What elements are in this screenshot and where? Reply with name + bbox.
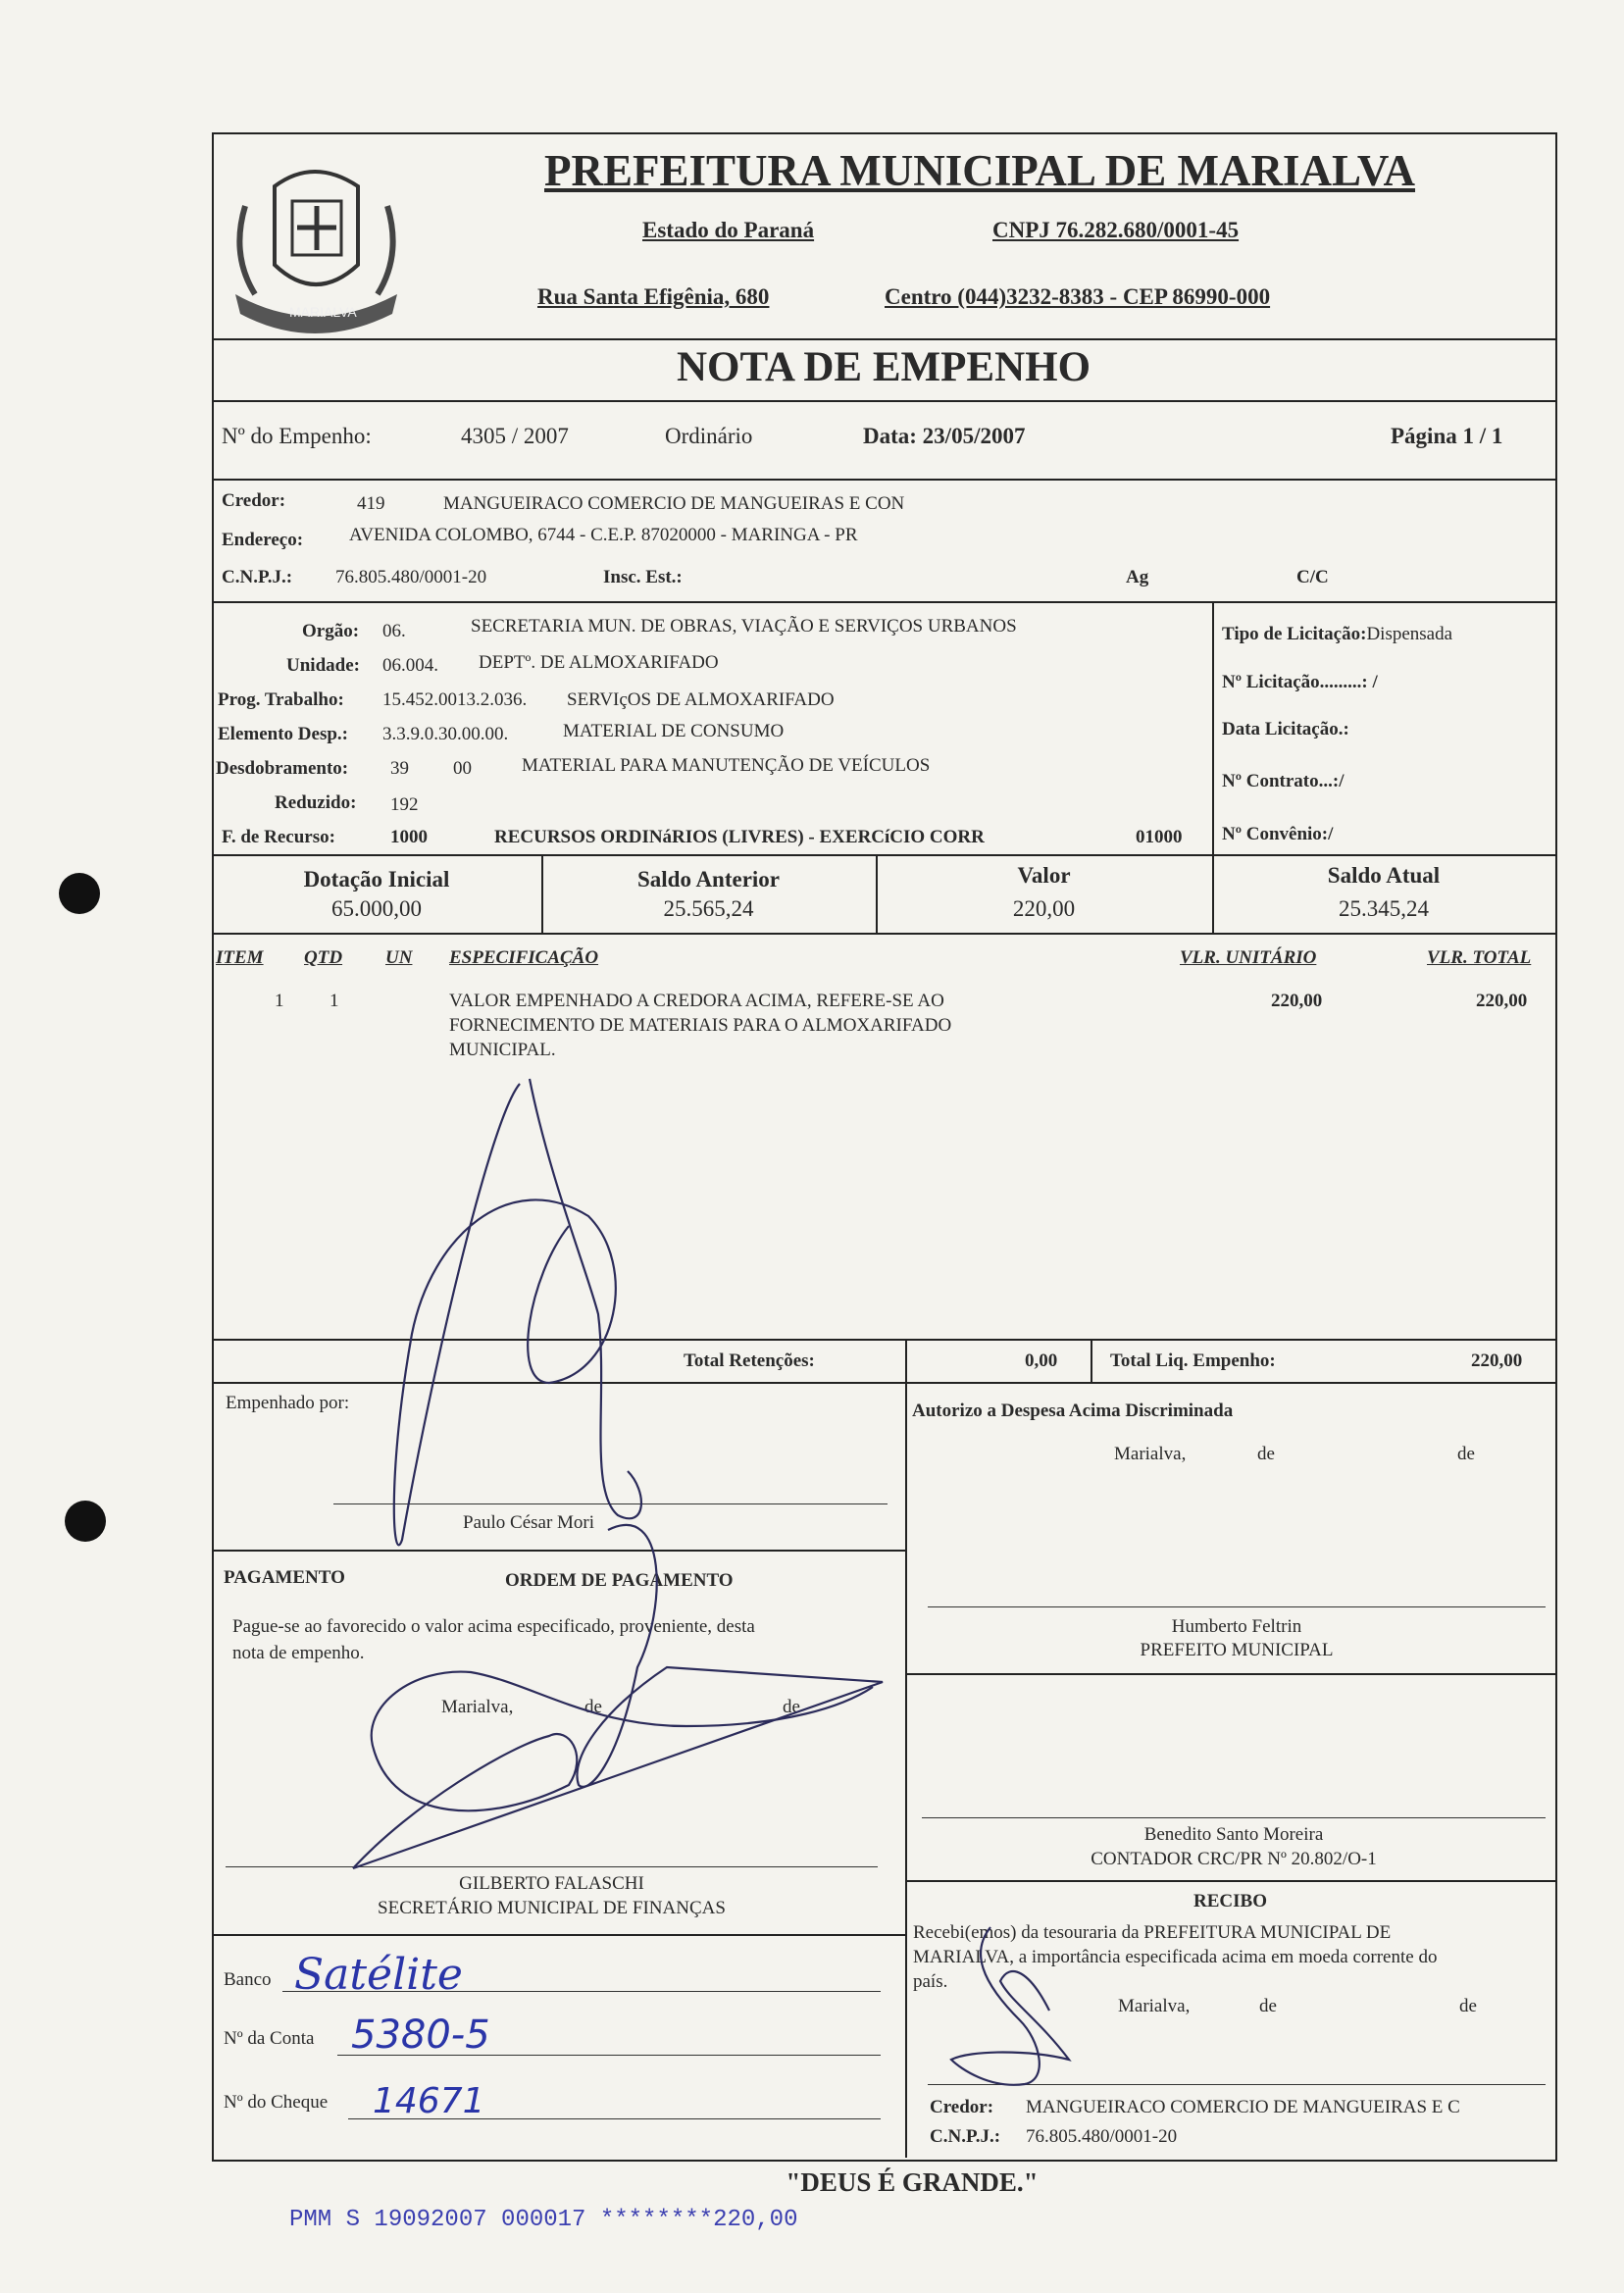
col-header-spec: ESPECIFICAÇÃO	[449, 947, 599, 968]
recibo-de-1: de	[1259, 1996, 1277, 2016]
recibo-text-line-3: país.	[913, 1971, 948, 1992]
col-header-total: VLR. TOTAL	[1427, 947, 1532, 968]
insc-est-label: Insc. Est.:	[603, 567, 683, 587]
autorizo-de-1: de	[1257, 1444, 1275, 1464]
recibo-place: Marialva,	[1118, 1996, 1191, 2016]
document-title: NOTA DE EMPENHO	[676, 344, 1091, 390]
numero-convenio: Nº Convênio:/	[1222, 824, 1334, 844]
credor-address: AVENIDA COLOMBO, 6744 - C.E.P. 87020000 - MARINGA - PR	[349, 525, 858, 545]
total-retencoes-value: 0,00	[1025, 1350, 1058, 1371]
reduzido-code: 192	[390, 794, 419, 815]
prog-trabalho-code: 15.452.0013.2.036.	[382, 689, 528, 710]
recurso-label: F. de Recurso:	[222, 827, 335, 847]
recibo-credor-label: Credor:	[930, 2097, 994, 2117]
desdobramento-label: Desdobramento:	[216, 758, 349, 779]
contador-title: CONTADOR CRC/PR Nº 20.802/O-1	[1091, 1849, 1377, 1869]
desdobramento-code: 39	[390, 758, 409, 779]
tipo-licitacao-label	[1222, 624, 1452, 645]
cheque-label: Nº do Cheque	[224, 2092, 329, 2113]
conta-value: 5380-5	[351, 2013, 490, 2058]
reduzido-label: Reduzido:	[275, 792, 357, 813]
city-seal-icon	[216, 147, 417, 343]
saldo-value-anterior: 25.565,24	[663, 896, 754, 921]
autorizo-de-2: de	[1457, 1444, 1475, 1464]
pagamento-text-line-2: nota de empenho.	[232, 1643, 365, 1663]
recibo-de-2: de	[1459, 1996, 1477, 2016]
data-licitacao: Data Licitação.:	[1222, 719, 1349, 739]
recibo-text-line-1: Recebi(emos) da tesouraria da PREFEITURA MUNICIPAL DE	[913, 1922, 1392, 1943]
unidade-label: Unidade:	[286, 655, 360, 676]
item-spec-line-2: FORNECIMENTO DE MATERIAIS PARA O ALMOXARIFADO	[449, 1015, 952, 1036]
item-qtd: 1	[330, 991, 339, 1011]
total-liquido-value: 220,00	[1471, 1350, 1523, 1371]
desdobramento-code2: 00	[453, 758, 472, 779]
recibo-label: RECIBO	[1193, 1891, 1267, 1911]
col-header-qtd: QTD	[304, 947, 343, 968]
binder-hole-bottom	[65, 1501, 106, 1542]
header-state: Estado do Paraná	[642, 218, 815, 242]
unidade-name: DEPTº. DE ALMOXARIFADO	[479, 652, 719, 673]
orgao-code: 06.	[382, 621, 406, 641]
empenho-number: 4305 / 2007	[461, 424, 569, 448]
conta-corrente-label: C/C	[1296, 567, 1329, 587]
unidade-code: 06.004.	[382, 655, 438, 676]
recurso-code: 1000	[390, 827, 428, 847]
page-number: Página 1 / 1	[1391, 424, 1503, 448]
elemento-label: Elemento Desp.:	[218, 724, 348, 744]
total-liquido-label: Total Liq. Empenho:	[1110, 1350, 1276, 1371]
pagamento-de-1: de	[584, 1697, 602, 1717]
header-address-contact: Centro (044)3232-8383 - CEP 86990-000	[885, 284, 1271, 309]
contador-name: Benedito Santo Moreira	[1143, 1824, 1324, 1845]
empenho-number-label: Nº do Empenho:	[222, 424, 372, 448]
numero-licitacao: Nº Licitação.........: /	[1222, 672, 1378, 692]
elemento-code: 3.3.9.0.30.00.00.	[382, 724, 509, 744]
prefeito-title: PREFEITO MUNICIPAL	[1140, 1640, 1334, 1660]
conta-label: Nº da Conta	[224, 2028, 315, 2049]
credor-name: MANGUEIRACO COMERCIO DE MANGUEIRAS E CON	[443, 493, 905, 514]
prog-trabalho-label: Prog. Trabalho:	[218, 689, 344, 710]
header-address: Rua Santa Efigênia, 680	[537, 284, 770, 309]
secretario-name: GILBERTO FALASCHI	[459, 1873, 644, 1894]
cheque-value: 14671	[373, 2081, 485, 2121]
pagamento-place: Marialva,	[441, 1697, 514, 1717]
ordem-pagamento-label: ORDEM DE PAGAMENTO	[505, 1570, 734, 1591]
saldo-label-atual: Saldo Atual	[1327, 863, 1441, 888]
secretario-title: SECRETÁRIO MUNICIPAL DE FINANÇAS	[378, 1898, 726, 1918]
total-retencoes-label: Total Retenções:	[684, 1350, 815, 1371]
empenhado-por-name: Paulo César Mori	[463, 1512, 595, 1533]
recibo-cnpj-label: C.N.P.J.:	[930, 2126, 1001, 2147]
autorizo-place: Marialva,	[1114, 1444, 1187, 1464]
empenho-type: Ordinário	[665, 424, 753, 448]
numero-contrato: Nº Contrato...:/	[1222, 771, 1345, 791]
recurso-name: RECURSOS ORDINáRIOS (LIVRES) - EXERCíCIO CORR	[494, 827, 985, 847]
recibo-cnpj-value: 76.805.480/0001-20	[1026, 2126, 1178, 2147]
page-title: PREFEITURA MUNICIPAL DE MARIALVA	[544, 146, 1416, 195]
desdobramento-name: MATERIAL PARA MANUTENÇÃO DE VEÍCULOS	[522, 755, 931, 776]
col-header-unit-price: VLR. UNITÁRIO	[1180, 947, 1317, 968]
agencia-label: Ag	[1126, 567, 1149, 587]
orgao-name: SECRETARIA MUN. DE OBRAS, VIAÇÃO E SERVIÇOS URBANOS	[471, 616, 1017, 637]
item-total: 220,00	[1476, 991, 1528, 1011]
payment-stamp: PMM S 19092007 000017 ********220,00	[289, 2207, 798, 2233]
saldo-label-anterior: Saldo Anterior	[636, 867, 781, 892]
seal-banner-text: MARIALVA	[289, 304, 357, 320]
empenhado-por-label: Empenhado por:	[226, 1393, 350, 1413]
elemento-name: MATERIAL DE CONSUMO	[563, 721, 785, 741]
prog-trabalho-name: SERVIçOS DE ALMOXARIFADO	[567, 689, 835, 710]
banco-label: Banco	[224, 1969, 272, 1990]
pagamento-label: PAGAMENTO	[224, 1567, 345, 1588]
recibo-credor-value: MANGUEIRACO COMERCIO DE MANGUEIRAS E C	[1026, 2097, 1460, 2117]
header-cnpj: CNPJ 76.282.680/0001-45	[992, 218, 1240, 242]
prefeito-name: Humberto Feltrin	[1171, 1616, 1302, 1637]
autorizo-label: Autorizo a Despesa Acima Discriminada	[912, 1401, 1234, 1421]
tipo-licitacao-text: Tipo de Licitação:	[1222, 624, 1367, 644]
item-spec-line-1: VALOR EMPENHADO A CREDORA ACIMA, REFERE-SE AO	[449, 991, 944, 1011]
recurso-code2: 01000	[1136, 827, 1183, 847]
pagamento-de-2: de	[783, 1697, 800, 1717]
binder-hole-top	[59, 873, 100, 914]
saldo-value-valor: 220,00	[1012, 896, 1076, 921]
banco-value: Satélite	[294, 1950, 463, 2000]
item-number: 1	[275, 991, 284, 1011]
col-header-item: ITEM	[216, 947, 264, 968]
pagamento-text-line-1: Pague-se ao favorecido o valor acima especificado, proveniente, desta	[232, 1616, 755, 1637]
recibo-text-line-2: MARIALVA, a importância especificada acima em moeda corrente do	[913, 1947, 1438, 1967]
credor-cnpj: 76.805.480/0001-20	[335, 567, 487, 587]
saldo-label-valor: Valor	[1017, 863, 1071, 888]
credor-cnpj-label: C.N.P.J.:	[222, 567, 293, 587]
orgao-label: Orgão:	[302, 621, 360, 641]
tipo-licitacao-value: Dispensada	[1366, 624, 1453, 644]
saldo-label-dotacao: Dotação Inicial	[303, 867, 450, 892]
credor-code: 419	[357, 493, 385, 514]
col-header-un: UN	[385, 947, 413, 968]
footer-motto: "DEUS É GRANDE."	[786, 2167, 1039, 2197]
saldo-value-dotacao: 65.000,00	[331, 896, 422, 921]
endereco-label: Endereço:	[222, 530, 304, 550]
item-spec-line-3: MUNICIPAL.	[449, 1040, 556, 1060]
item-unit-price: 220,00	[1271, 991, 1323, 1011]
saldo-value-atual: 25.345,24	[1339, 896, 1429, 921]
empenho-date: Data: 23/05/2007	[863, 424, 1026, 448]
credor-label: Credor:	[222, 490, 286, 511]
